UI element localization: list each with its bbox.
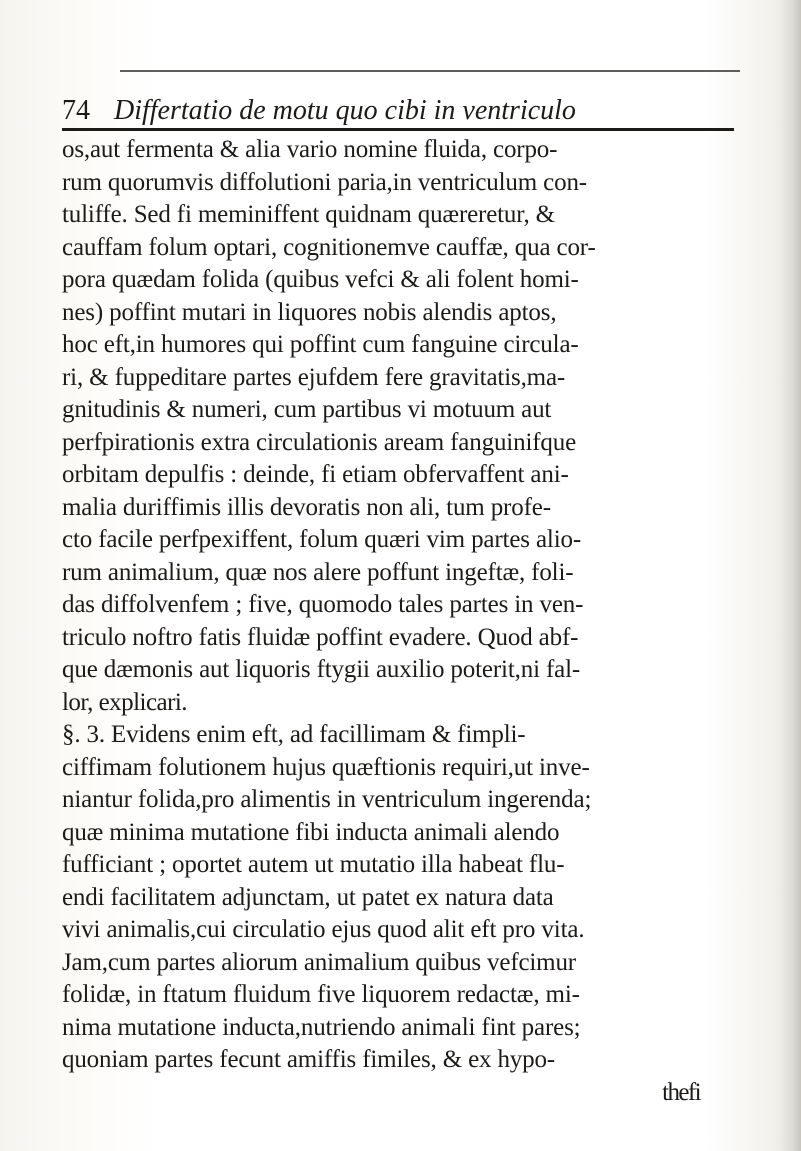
text-line: §. 3. Evidens enim eft, ad facillimam & fimpli- (62, 721, 526, 748)
text-line: perfpirationis extra circulationis aream fanguinifque (62, 428, 577, 456)
body-text (62, 134, 752, 1109)
text-line: lor, explicari. (62, 688, 188, 716)
text-line: que dæmonis aut liquoris ftygii auxilio poterit,ni fal- (62, 656, 581, 683)
text-line: triculo noftro fatis fluidæ poffint evadere. Quod abf- (62, 623, 579, 651)
text-line: cauffam folum optari, cognitionemve cauffæ, qua cor- (62, 233, 596, 261)
text-line: ri, & fuppeditare partes ejufdem fere gravitatis,ma- (62, 363, 566, 391)
running-head: Differtatio de motu quo cibi in ventriculo (114, 95, 576, 126)
top-edge-line (120, 70, 740, 72)
text-line: quoniam partes fecunt amiffis fimiles, & ex hypo- (62, 1046, 555, 1073)
text-line: nes) poffint mutari in liquores nobis alendis aptos, (62, 298, 557, 326)
text-line: nima mutatione inducta,nutriendo animali fint pares; (62, 1013, 581, 1041)
text-line: das diffolvenfem ; five, quomodo tales partes in ven- (62, 591, 584, 618)
text-line: malia duriffimis illis devoratis non ali, tum profe- (62, 493, 551, 521)
text-line: vivi animalis,cui circulatio ejus quod alit eft pro vita. (62, 916, 585, 943)
text-line: ciffimam folutionem hujus quæftionis requiri,ut inve- (62, 753, 590, 781)
text-line: endi facilitatem adjunctam, ut patet ex natura data (62, 883, 554, 911)
page-number: 74 (62, 95, 90, 126)
text-line: folidæ, in ftatum fluidum five liquorem redactæ, mi- (62, 981, 580, 1008)
page-edge-shadow (779, 0, 801, 1151)
text-line: gnitudinis & numeri, cum partibus vi motuum aut (62, 396, 552, 423)
text-line: quæ minima mutatione fibi inducta animali alendo (62, 818, 560, 846)
text-line: orbitam depulfis : deinde, fi etiam obfervaffent ani- (62, 461, 569, 488)
text-line: rum quorumvis diffolutioni paria,in ventriculum con- (62, 168, 587, 196)
header-rule (62, 128, 734, 131)
text-line: hoc eft,in humores qui poffint cum fanguine circula- (62, 331, 579, 358)
text-line: os,aut fermenta & alia vario nomine fluida, corpo- (62, 136, 558, 163)
text-line: tuliffe. Sed fi meminiffent quidnam quæreretur, & (62, 201, 555, 228)
text-line: thefi (662, 1078, 700, 1106)
text-line: rum animalium, quæ nos alere poffunt ingeftæ, foli- (62, 558, 574, 586)
page-header (62, 94, 742, 130)
text-line: Jam,cum partes aliorum animalium quibus vefcimur (62, 948, 576, 976)
text-line: niantur folida,pro alimentis in ventriculum ingerenda; (62, 786, 592, 813)
text-line: cto facile perfpexiffent, folum quæri vim partes alio- (62, 526, 582, 553)
text-line: pora quædam folida (quibus vefci & ali folent homi- (62, 266, 579, 293)
text-line: fufficiant ; oportet autem ut mutatio illa habeat flu- (62, 851, 565, 878)
